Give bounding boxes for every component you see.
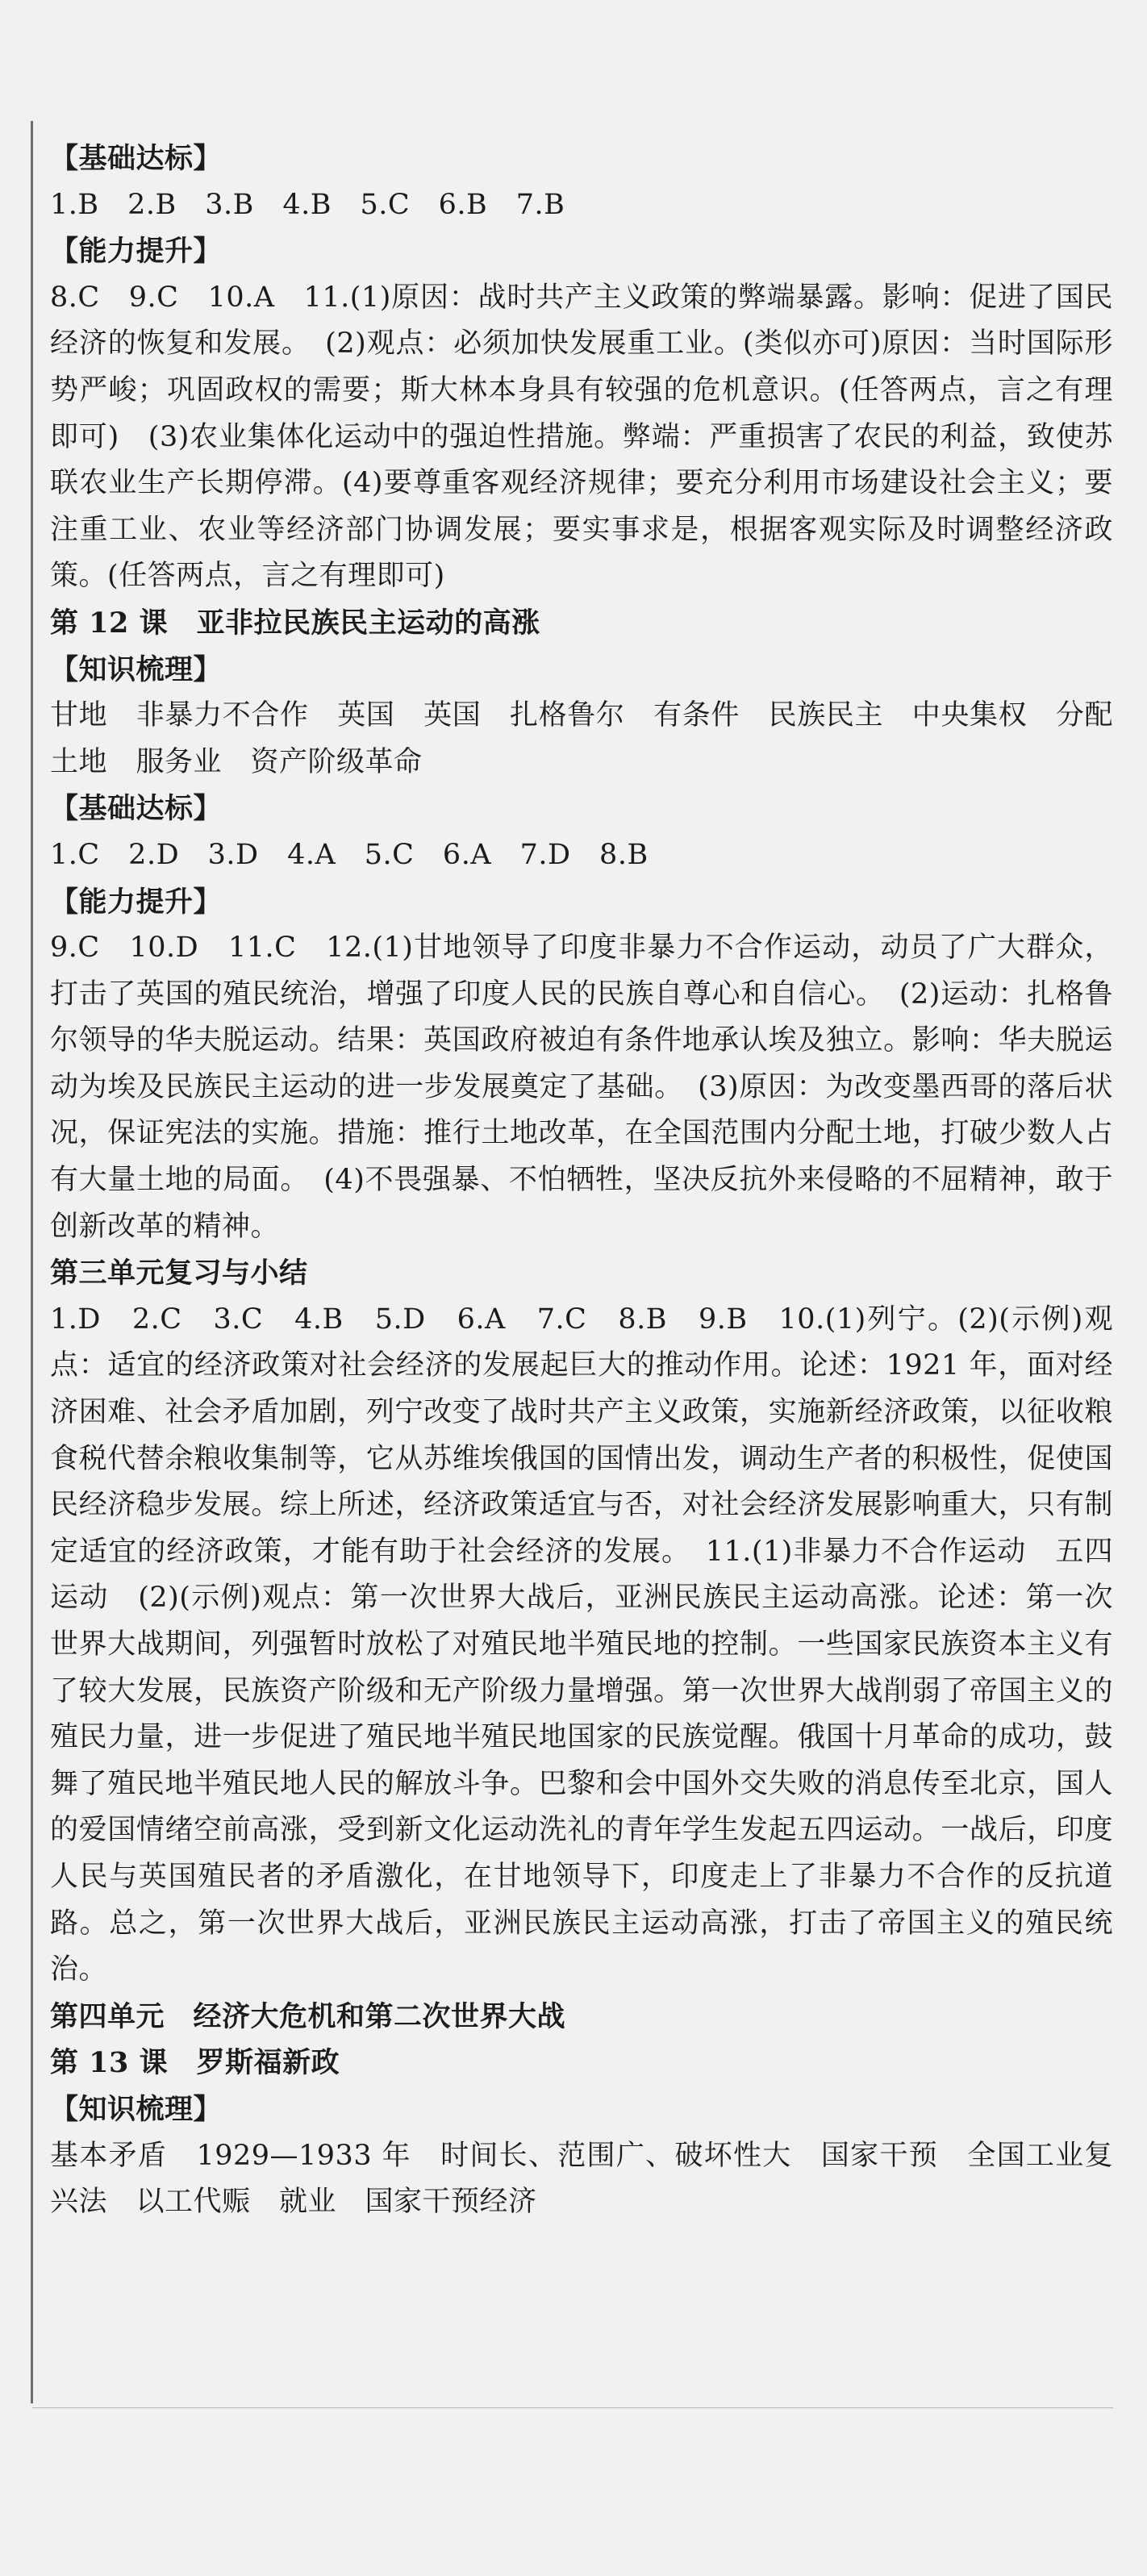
section-heading-jichu: 【基础达标】 (50, 142, 223, 175)
knowledge-terms: 基本矛盾 1929—1933 年 时间长、范围广、破坏性大 国家干预 全国工业复兴法 以工代赈 就业 国家干预经济 (50, 2139, 1113, 2219)
section-heading-nengli: 【能力提升】 (50, 235, 223, 269)
lesson-title: 第 12 课 亚非拉民族民主运动的高涨 (50, 606, 540, 640)
section-heading-jichu: 【基础达标】 (50, 792, 223, 826)
unit-review-title: 第三单元复习与小结 (50, 1257, 308, 1290)
answer-paragraph: 8.C 9.C 10.A 11.(1)原因：战时共产主义政策的弊端暴露。影响：促进了国民经济的恢复和发展。 (2)观点：必须加快发展重工业。(类似亦可)原因：当时国际形势严峻；巩固政权的需要；斯大林本身具有较强的危机意识。(任答两点，言之有理即可) (3)农业集体化运动中的强迫性措施。弊端：严重损害了农民的利益，致使苏联农业生产长期停滞。(4)要尊重客观经济规律；要充分利用市场建设社会主义；要注重工业、农业等经济部门协调发展；要实事求是，根据客观实际及时调整经济政策。(任答两点，言之有理即可) (50, 281, 1113, 593)
bottom-rule (32, 2407, 1113, 2408)
page-content (50, 135, 1113, 2226)
lesson-title: 第 13 课 罗斯福新政 (50, 2046, 340, 2080)
answer-paragraph: 1.D 2.C 3.C 4.B 5.D 6.A 7.C 8.B 9.B 10.(1)列宁。(2)(示例)观点：适宜的经济政策对社会经济的发展起巨大的推动作用。论述：1921 年，面对经济困难、社会矛盾加剧，列宁改变了战时共产主义政策，实施新经济政策，以征收粮食税代替余粮收集制等，它从苏维埃俄国的国情出发，调动生产者的积极性，促使国民经济稳步发展。综上所述，经济政策适宜与否，对社会经济发展影响重大，只有制定适宜的经济政策，才能有助于社会经济的发展。 11.(1)非暴力不合作运动 五四运动 (2)(示例)观点：第一次世界大战后，亚洲民族民主运动高涨。论述：第一次世界大战期间，列强暂时放松了对殖民地半殖民地的控制。一些国家民族资本主义有了较大发展，民族资产阶级和无产阶级力量增强。第一次世界大战削弱了帝国主义的殖民力量，进一步促进了殖民地半殖民地国家的民族觉醒。俄国十月革命的成功，鼓舞了殖民地半殖民地人民的解放斗争。巴黎和会中国外交失败的消息传至北京，国人的爱国情绪空前高涨，受到新文化运动洗礼的青年学生发起五四运动。一战后，印度人民与英国殖民者的矛盾激化，在甘地领导下，印度走上了非暴力不合作的反抗道路。总之，第一次世界大战后，亚洲民族民主运动高涨，打击了帝国主义的殖民统治。 (50, 1303, 1113, 1986)
left-margin-rule (31, 121, 33, 2403)
answer-paragraph: 9.C 10.D 11.C 12.(1)甘地领导了印度非暴力不合作运动，动员了广大群众，打击了英国的殖民统治，增强了印度人民的民族自尊心和自信心。 (2)运动：扎格鲁尔领导的华夫脱运动。结果：英国政府被迫有条件地承认埃及独立。影响：华夫脱运动为埃及民族民主运动的进一步发展奠定了基础。 (3)原因：为改变墨西哥的落后状况，保证宪法的实施。措施：推行土地改革，在全国范围内分配土地，打破少数人占有大量土地的局面。 (4)不畏强暴、不怕牺牲，坚决反抗外来侵略的不屈精神，敢于创新改革的精神。 (50, 932, 1113, 1243)
section-heading-zhishi: 【知识梳理】 (50, 2092, 223, 2126)
section-heading-zhishi: 【知识梳理】 (50, 652, 223, 686)
knowledge-terms: 甘地 非暴力不合作 英国 英国 扎格鲁尔 有条件 民族民主 中央集权 分配土地 服务业 资产阶级革命 (50, 699, 1113, 778)
answer-line: 1.B 2.B 3.B 4.B 5.C 6.B 7.B (50, 188, 565, 221)
unit-title: 第四单元 经济大危机和第二次世界大战 (50, 1999, 566, 2033)
section-heading-nengli: 【能力提升】 (50, 885, 223, 919)
answer-line: 1.C 2.D 3.D 4.A 5.C 6.A 7.D 8.B (50, 838, 649, 871)
